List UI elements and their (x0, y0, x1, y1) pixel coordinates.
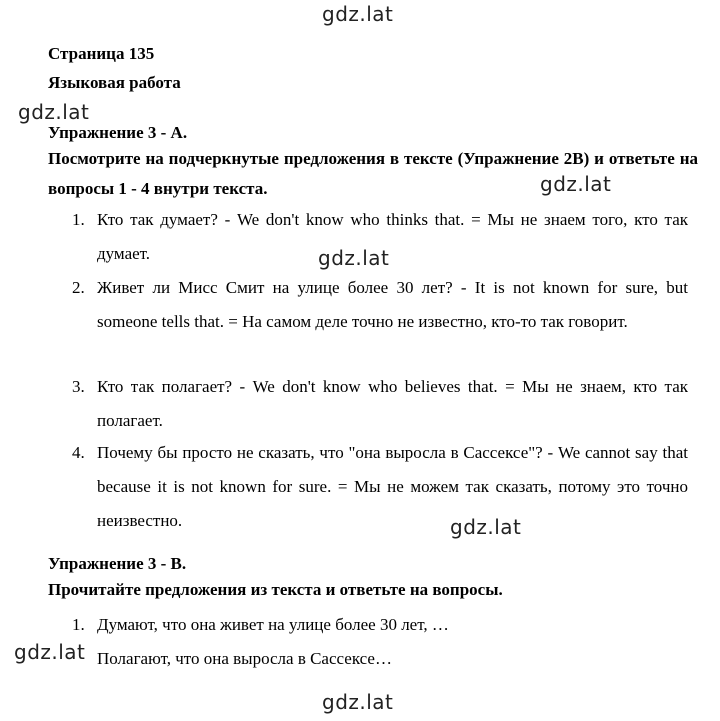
exercise-b-title: Упражнение 3 - B. (48, 554, 187, 573)
watermark: gdz.lat (18, 100, 90, 124)
item-number: 1. (72, 615, 85, 634)
list-item (72, 436, 688, 538)
watermark: gdz.lat (14, 640, 86, 664)
item-text: Кто так думает? - We don't know who thinks that. = Мы не знаем того, кто так думает. (97, 210, 688, 263)
item-text: Кто так полагает? - We don't know who believes that. = Мы не знаем, кто так полагает. (97, 377, 688, 430)
item-number: 1. (72, 210, 85, 229)
item-number: 4. (72, 443, 85, 462)
watermark: gdz.lat (450, 515, 522, 539)
item-number: 3. (72, 377, 85, 396)
watermark: gdz.lat (322, 690, 394, 714)
watermark: gdz.lat (318, 246, 390, 270)
item-text-continued: Полагают, что она выросла в Сассексе… (97, 649, 392, 668)
page-heading: Страница 135 (48, 44, 155, 63)
list-item (72, 203, 688, 271)
list-item (72, 608, 688, 676)
section-heading: Языковая работа (48, 73, 181, 92)
item-text: Почему бы просто не сказать, что "она выросла в Сассексе"? - We cannot say that because it is not known for sure. = Мы не можем так сказать, потому это точно неизвестно. (97, 443, 688, 530)
item-text: Живет ли Мисс Смит на улице более 30 лет? - It is not known for sure, but someone tells that. = На самом деле точно не известно, кто-то так говорит. (97, 278, 688, 331)
exercise-a-title: Упражнение 3 - A. (48, 123, 188, 142)
watermark: gdz.lat (540, 172, 612, 196)
exercise-b-instruction: Прочитайте предложения из текста и ответьте на вопросы. (48, 580, 503, 599)
list-item (72, 271, 688, 339)
exercise-a-instruction: Посмотрите на подчеркнутые предложения в тексте (Упражнение 2B) и ответьте на вопросы 1 - 4 внутри текста. (48, 149, 698, 198)
item-text: Думают, что она живет на улице более 30 лет, … (97, 615, 449, 634)
watermark: gdz.lat (322, 2, 394, 26)
list-item (72, 370, 688, 438)
item-number: 2. (72, 278, 85, 297)
